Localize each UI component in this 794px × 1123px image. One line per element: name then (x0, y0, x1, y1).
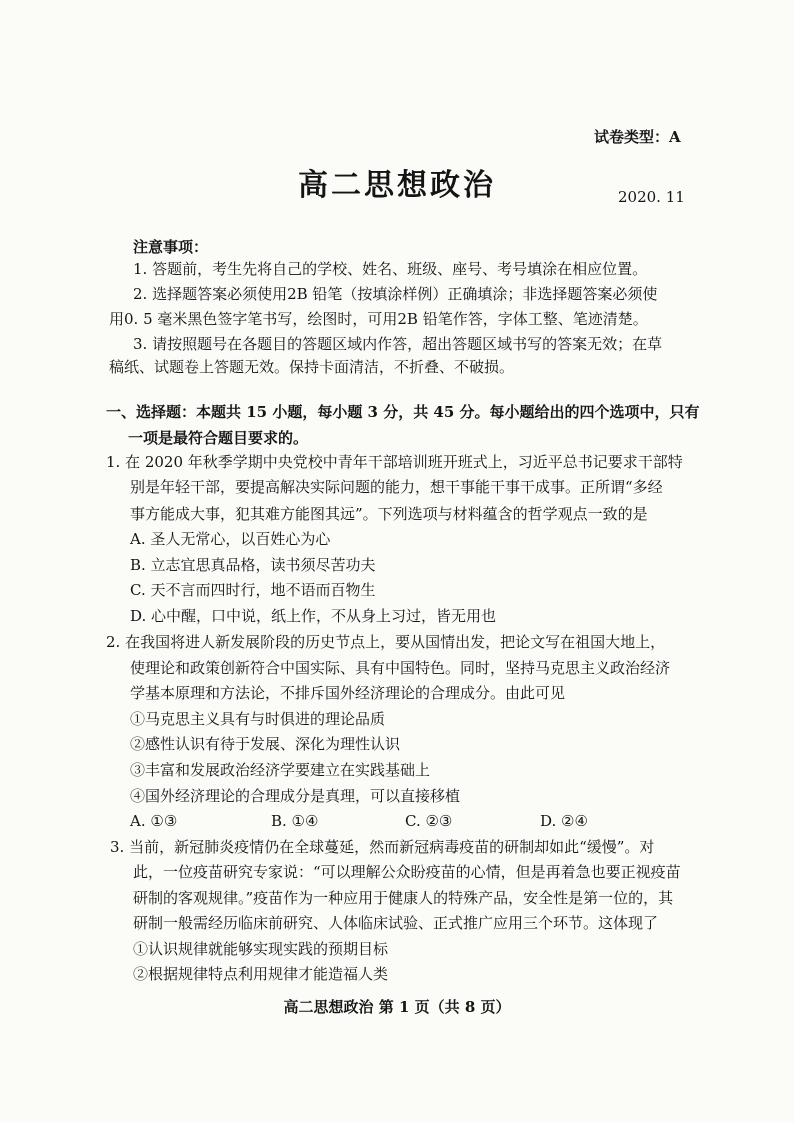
question-2-option-b: B. ①④ (271, 812, 319, 830)
notice-line: 2. 选择题答案必须使用2B 铅笔（按填涂样例）正确填涂；非选择题答案必须使 (133, 285, 658, 303)
question-3-item: ②根据规律特点利用规律才能造福人类 (133, 965, 389, 983)
question-3-stem: 3. 当前，新冠肺炎疫情仍在全球蔓延，然而新冠病毒疫苗的研制却如此“缓慢”。对 (110, 838, 655, 856)
question-2-item: ②感性认识有待于发展、深化为理性认识 (130, 735, 401, 753)
question-2-item: ①马克思主义具有与时俱进的理论品质 (130, 710, 386, 728)
question-2-item: ④国外经济理论的合理成分是真理，可以直接移植 (130, 787, 461, 805)
question-1-stem: 1. 在 2020 年秋季学期中央党校中青年干部培训班开班式上，习近平总书记要求干部特 (106, 453, 683, 471)
question-1-option-b: B. 立志宜思真品格，读书须尽苦功夫 (130, 556, 376, 574)
notice-line: 用0. 5 毫米黑色签字笔书写，绘图时，可用2B 铅笔作答，字体工整、笔迹清楚。 (109, 310, 648, 328)
page-title: 高二思想政治 (298, 168, 496, 203)
question-1-stem: 别是年轻干部，要提高解决实际问题的能力，想干事能干事干成事。正所谓“多经 (130, 478, 663, 496)
question-1-option-c: C. 天不言而四时行，地不语而百物生 (130, 581, 376, 599)
exam-date: 2020. 11 (618, 188, 685, 206)
question-2-stem: 使理论和政策创新符合中国实际、具有中国特色。同时，坚持马克思主义政治经济 (130, 659, 671, 677)
notice-line: 3. 请按照题号在各题目的答题区域内作答，超出答题区域书写的答案无效；在草 (133, 335, 663, 353)
question-3-item: ①认识规律就能够实现实践的预期目标 (133, 940, 389, 958)
question-2-option-d: D. ②④ (540, 812, 588, 830)
question-3-stem: 研制一般需经历临床前研究、人体临床试验、正式推广应用三个环节。这体现了 (133, 914, 659, 932)
question-3-stem: 此，一位疫苗研究专家说：“可以理解公众盼疫苗的心情，但是再着急也要正视疫苗 (133, 863, 681, 881)
notice-line: 1. 答题前，考生先将自己的学校、姓名、班级、座号、考号填涂在相应位置。 (133, 260, 648, 278)
question-2-stem: 2. 在我国将进人新发展阶段的历史节点上，要从国情出发，把论文写在祖国大地上， (106, 633, 666, 651)
notice-line: 稿纸、试题卷上答题无效。保持卡面清洁，不折叠、不破损。 (109, 358, 515, 376)
question-2-stem: 学基本原理和方法论，不排斥国外经济理论的合理成分。由此可见 (130, 684, 566, 702)
section-heading: 一、选择题：本题共 15 小题，每小题 3 分，共 45 分。每小题给出的四个选项中，只有 (106, 403, 700, 421)
question-2-item: ③丰富和发展政治经济学要建立在实践基础上 (130, 761, 431, 779)
question-1-option-d: D. 心中醒，口中说，纸上作，不从身上习过，皆无用也 (130, 607, 497, 625)
notice-heading: 注意事项： (133, 238, 209, 256)
question-2-option-a: A. ①③ (130, 812, 178, 830)
exam-type-label: 试卷类型：A (594, 128, 681, 146)
section-heading-cont: 一项是最符合题目要求的。 (128, 429, 309, 447)
question-1-option-a: A. 圣人无常心，以百姓心为心 (130, 530, 331, 548)
question-1-stem: 事方能成大事，犯其难方能图其远”。下列选项与材料蕴含的哲学观点一致的是 (130, 505, 648, 523)
question-2-option-c: C. ②③ (405, 812, 453, 830)
page-footer: 高二思想政治 第 1 页（共 8 页） (283, 998, 511, 1016)
question-3-stem: 研制的客观规律。”疫苗作为一种应用于健康人的特殊产品，安全性是第一位的，其 (133, 889, 674, 907)
